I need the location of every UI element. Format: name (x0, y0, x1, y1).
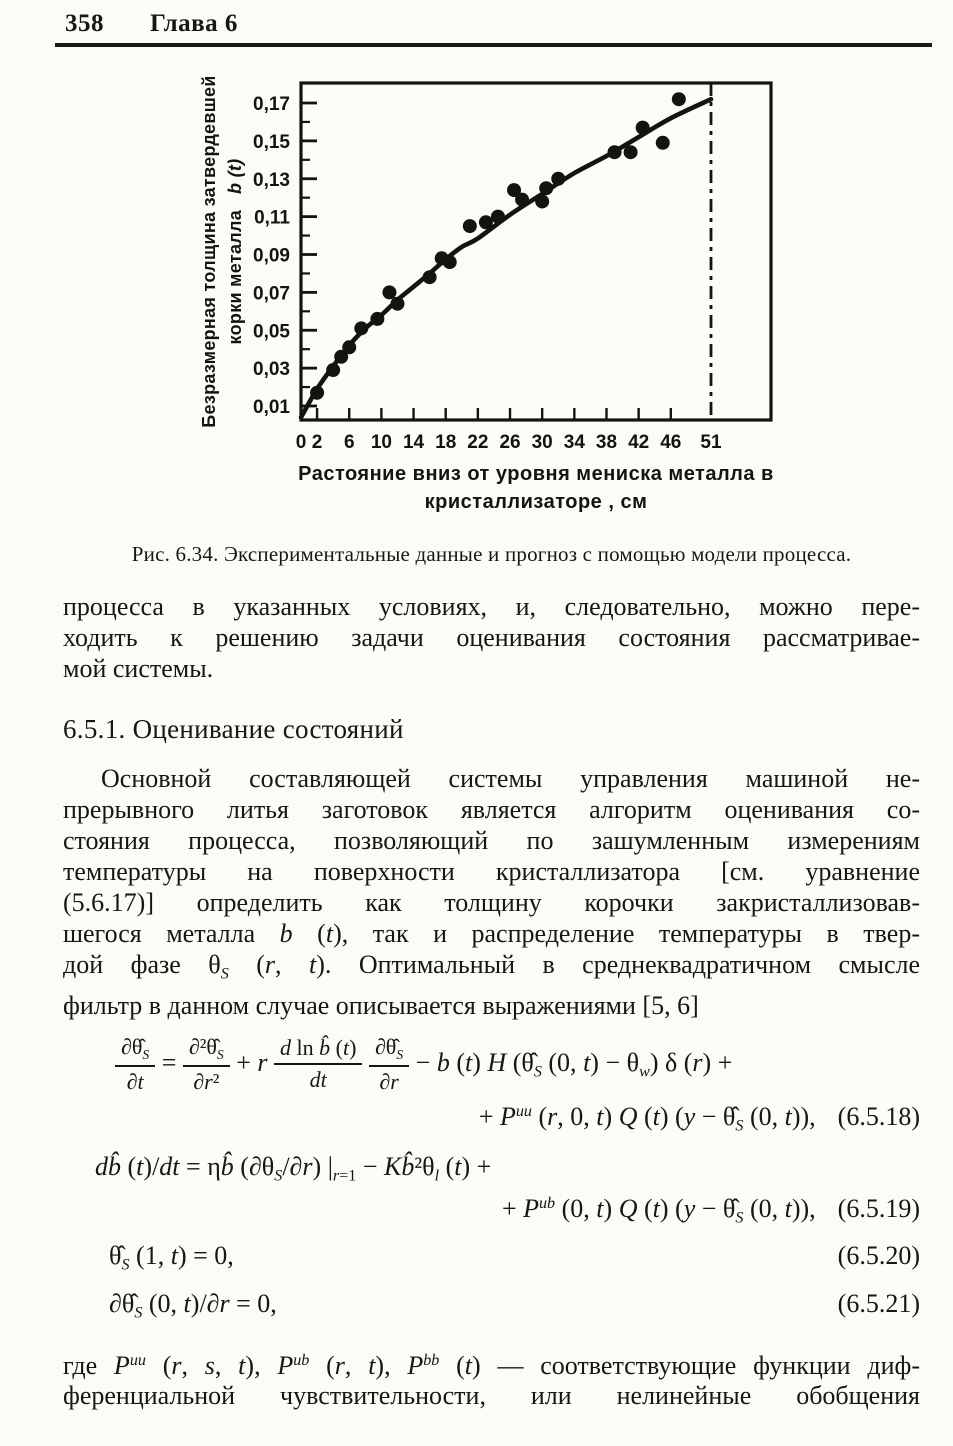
chart (191, 77, 791, 525)
equation-line: db̂ (t)/dt = ηb̂ $(\partial\theta_S/\partial r) |_{r=1}$ − $Kb̂^2\theta_l$ (t) + (95, 1151, 492, 1185)
equation-6-5-19 (63, 1152, 920, 1227)
svg-text:0,07: 0,07 (253, 283, 290, 305)
svg-text:0: 0 (295, 432, 307, 453)
svg-text:кристаллизаторе , см: кристаллизаторе , см (424, 491, 648, 513)
equation-block (63, 1035, 920, 1323)
equation-number: (6.5.18) (837, 1102, 920, 1132)
svg-text:10: 10 (370, 432, 392, 453)
section-heading: 6.5.1. Оценивание состояний (63, 714, 404, 744)
page-header (63, 10, 920, 38)
svg-text:14: 14 (402, 432, 425, 453)
svg-text:Безразмерная толщина затверд: Безразмерная толщина затвердевшей (199, 77, 219, 428)
svg-text:51: 51 (700, 432, 722, 453)
svg-text:0,15: 0,15 (253, 131, 290, 153)
equation-number: (6.5.21) (837, 1288, 920, 1318)
equation-6-5-18 (63, 1035, 920, 1136)
equation-line: + $P^{ub}$ (0, t) Q (t) ($y - \thetâ_S$ (0, t)), (501, 1193, 816, 1227)
svg-text:18: 18 (435, 432, 457, 453)
page-number: 358 (65, 10, 104, 37)
figure-caption: Рис. 6.34. Экспериментальные данные и прогноз с помощью модели процесса. (131, 542, 852, 566)
chapter-title: Глава 6 (150, 10, 238, 37)
equation-line: $\thetâ_S$ (1, t) = 0, (109, 1241, 234, 1274)
svg-text:2: 2 (311, 432, 323, 453)
svg-text:42: 42 (628, 432, 650, 453)
intro-paragraph: процесса в указанных условиях, и, следовательно, можно пере- ходить к решению задачи оценивания состояния рассматривае- мой системы. (63, 592, 920, 683)
svg-text:0,03: 0,03 (253, 359, 290, 381)
equation-line: $\partial\thetâ_S$ (0, t)/∂r = 0, (109, 1288, 277, 1322)
equation-line: $\frac{\partial\thetâ_S}{\partial t}$ = $\frac{\partial^2\thetâ_S}{\text{∂r²}}$ + r $\frac{\text{d ln b̂ (t)}}{dt}$ $\frac{\partial\thetâ_S}{\partial r}$ − b (t) H ($\thetâ_S$ (0, $t) - \theta_w$) δ (r) + (63, 1035, 920, 1095)
svg-text:26: 26 (499, 432, 521, 453)
equation-number: (6.5.20) (837, 1241, 920, 1271)
figure-6-34 (191, 77, 920, 530)
svg-text:30: 30 (531, 432, 553, 453)
equation-6-5-21 (63, 1289, 920, 1323)
svg-text:46: 46 (660, 432, 682, 453)
svg-text:0,13: 0,13 (253, 169, 290, 191)
svg-text:0,11: 0,11 (254, 207, 290, 229)
svg-text:0,05: 0,05 (253, 321, 290, 343)
equation-number: (6.5.19) (837, 1193, 920, 1223)
equation-6-5-20 (63, 1241, 920, 1275)
svg-text:6: 6 (343, 432, 355, 453)
svg-text:34: 34 (563, 432, 585, 453)
footer-paragraph: где $P^{uu}$ (r, s, t), $P^{ub}$ (r, t), $P^{bb}$ (t) — соответствующие функции диф- ференциальной чувствительности, или нелинейные обобщения (63, 1350, 921, 1411)
svg-text:Растояние вниз от уровня ме: Растояние вниз от уровня мениска металла в (298, 463, 774, 485)
svg-text:22: 22 (467, 432, 489, 453)
svg-text:0,01: 0,01 (253, 397, 290, 418)
svg-text:0,17: 0,17 (253, 94, 290, 115)
body-paragraph: Основной составляющей системы управления машиной не- прерывного литья заготовок является алгоритм оценивания со- стояния процесса, позволяющий по зашумленным измерениям температуры на поверхности кристаллизатора [см. уравнение (5.6.17)] определить как толщину корочки закристаллизовав- шегося металла b (t), так и распределение температуры в твер- дой фазе $\theta_S$ (r, t). Оптимальный в среднеквадратичном смысле фильтр в данном случае описывается выражениями [5, 6] (63, 764, 921, 1020)
svg-text:0,09: 0,09 (253, 245, 290, 267)
header-rule (55, 43, 932, 47)
svg-text:корки металла b (t): корки металла b (t) (225, 158, 245, 345)
svg-text:38: 38 (595, 432, 618, 453)
equation-line: + $P^{uu}$ (r, 0, t) Q (t) ($y - \thetâ_S$ (0, t)), (478, 1102, 816, 1135)
